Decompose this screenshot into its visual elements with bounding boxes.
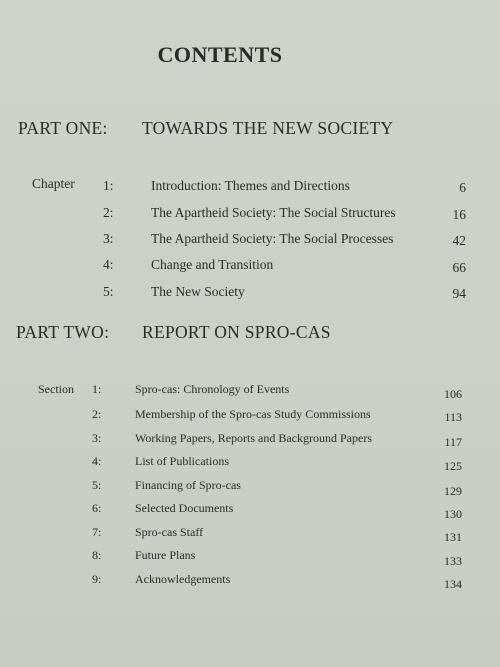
section-page-3: 117 bbox=[444, 435, 462, 449]
part-one-label: PART ONE: bbox=[18, 118, 108, 138]
section-num-1: 1: bbox=[92, 382, 102, 396]
chapter-num-4: 4: bbox=[103, 257, 114, 272]
section-title-8: Future Plans bbox=[135, 548, 196, 562]
section-label: Section bbox=[38, 382, 74, 396]
chapter-title-2: The Apartheid Society: The Social Structures bbox=[151, 205, 396, 220]
section-title-1: Spro-cas: Chronology of Events bbox=[135, 382, 290, 396]
section-num-8: 8: bbox=[92, 548, 102, 562]
chapter-page-4: 66 bbox=[452, 260, 466, 275]
part-two-label: PART TWO: bbox=[16, 322, 110, 342]
section-title-2: Membership of the Spro-cas Study Commissions bbox=[135, 407, 371, 421]
chapter-page-3: 42 bbox=[452, 233, 466, 248]
section-title-5: Financing of Spro-cas bbox=[135, 478, 241, 492]
section-page-4: 125 bbox=[444, 459, 462, 473]
section-page-2: 113 bbox=[444, 410, 462, 424]
section-title-7: Spro-cas Staff bbox=[135, 525, 204, 539]
section-title-9: Acknowledgements bbox=[135, 572, 231, 586]
chapter-num-3: 3: bbox=[103, 231, 114, 246]
chapter-title-5: The New Society bbox=[151, 284, 245, 299]
section-num-7: 7: bbox=[92, 525, 102, 539]
section-page-1: 106 bbox=[444, 387, 462, 401]
chapter-page-1: 6 bbox=[459, 180, 466, 195]
part-one-title: TOWARDS THE NEW SOCIETY bbox=[142, 118, 394, 138]
chapter-page-2: 16 bbox=[452, 207, 466, 222]
section-page-9: 134 bbox=[444, 577, 462, 591]
section-page-6: 130 bbox=[444, 507, 462, 521]
section-title-4: List of Publications bbox=[135, 454, 229, 468]
section-num-6: 6: bbox=[92, 501, 102, 515]
contents-title: CONTENTS bbox=[157, 42, 283, 67]
chapter-num-2: 2: bbox=[103, 205, 114, 220]
chapter-title-3: The Apartheid Society: The Social Processes bbox=[151, 231, 394, 246]
chapter-num-5: 5: bbox=[103, 284, 114, 299]
chapter-title-1: Introduction: Themes and Directions bbox=[151, 178, 350, 193]
section-num-4: 4: bbox=[92, 454, 102, 468]
chapter-label: Chapter bbox=[32, 176, 75, 191]
section-page-5: 129 bbox=[444, 484, 462, 498]
section-title-6: Selected Documents bbox=[135, 501, 234, 515]
chapter-num-1: 1: bbox=[103, 178, 114, 193]
section-num-3: 3: bbox=[92, 431, 102, 445]
section-num-9: 9: bbox=[92, 572, 102, 586]
chapter-page-5: 94 bbox=[452, 286, 466, 301]
section-title-3: Working Papers, Reports and Background Papers bbox=[135, 431, 372, 445]
section-page-8: 133 bbox=[444, 554, 462, 568]
part-two-title: REPORT ON SPRO-CAS bbox=[142, 322, 331, 342]
section-page-7: 131 bbox=[444, 530, 462, 544]
section-num-5: 5: bbox=[92, 478, 102, 492]
section-num-2: 2: bbox=[92, 407, 102, 421]
chapter-title-4: Change and Transition bbox=[151, 257, 274, 272]
